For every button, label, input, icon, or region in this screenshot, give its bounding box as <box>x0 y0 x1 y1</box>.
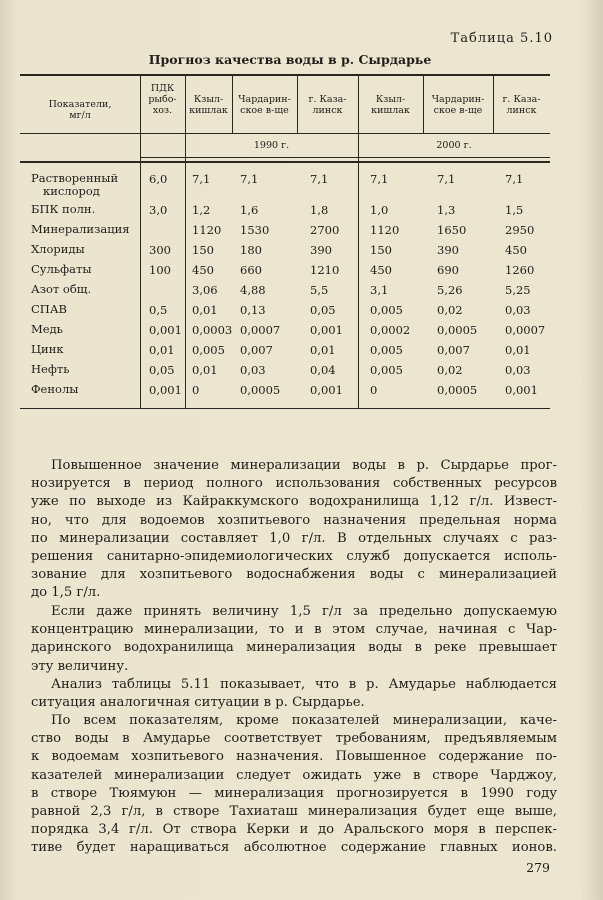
table-cell: 180 <box>240 243 262 257</box>
table-cell: 0,0005 <box>437 323 478 337</box>
row-label: Хлориды <box>31 242 85 256</box>
table-cell: 450 <box>370 263 392 277</box>
row-label: Минерализация <box>31 222 130 236</box>
table-number: Таблица 5.10 <box>450 31 553 46</box>
table-cell: 690 <box>437 263 459 277</box>
col-divider <box>140 75 141 408</box>
col-divider <box>358 75 359 408</box>
table-cell: 0,005 <box>370 363 403 377</box>
table-cell: 7,1 <box>505 172 524 186</box>
table-cell: 0,13 <box>240 303 266 317</box>
table-cell: 2950 <box>505 223 535 237</box>
paragraph-2: Если даже принять величину 1,5 г/л за предельно допускаемую концентрацию минерализации, то и в этом случае, начиная с Чар- даринского водохранилища минерализация воды в реке превышает эту величину. <box>31 604 557 674</box>
table-cell: 0,02 <box>437 363 463 377</box>
header-rule <box>20 133 550 134</box>
table-cell: 1,0 <box>370 203 389 217</box>
table-cell: 450 <box>505 243 527 257</box>
table-cell: 5,25 <box>505 283 531 297</box>
table-cell: 450 <box>192 263 214 277</box>
header-kazalinsk-2000: г. Каза- линск <box>502 94 541 116</box>
table-cell: 2700 <box>310 223 340 237</box>
table-cell: 1210 <box>310 263 340 277</box>
table-cell: 1,6 <box>240 203 259 217</box>
table-cell: 0,03 <box>505 303 531 317</box>
table-cell: 3,0 <box>149 203 168 217</box>
row-label: Фенолы <box>31 382 79 396</box>
table-cell: 0,01 <box>192 363 218 377</box>
table-cell: 3,1 <box>370 283 389 297</box>
table-cell: 1,2 <box>192 203 211 217</box>
table-cell: 0,02 <box>437 303 463 317</box>
row-label: БПК полн. <box>31 202 96 216</box>
table-cell: 0,001 <box>149 383 182 397</box>
header-kyzylkishlak-1990: Кзыл- кишлак <box>189 94 228 116</box>
table-cell: 7,1 <box>310 172 329 186</box>
row-label: Нефть <box>31 362 70 376</box>
paragraph-4: По всем показателям, кроме показателей минерализации, каче- ство воды в Амударье соответствует требованиям, предъявляемым к водоемам хозпитьевого назначения. Повышенное содержание по- казателей минерализации следует ожидать уже в створе Чарджоу, в створе Тюямуюн — минерализация прогнозируется в 1990 году равной 2,3 г/л, в створе Тахиаташ минерализация будет еще выше, порядка 3,4 г/л. От створа Керки и до Аральского моря в перспек- тиве будет наращиваться абсолютное содержание главных ионов. <box>31 713 557 856</box>
table-cell: 0,007 <box>437 343 470 357</box>
table-cell: 7,1 <box>370 172 389 186</box>
row-label: Сульфаты <box>31 262 92 276</box>
table-cell: 0,001 <box>310 383 343 397</box>
row-label: Медь <box>31 322 63 336</box>
table-cell: 0 <box>370 383 378 397</box>
table-cell: 0,001 <box>505 383 538 397</box>
table-cell: 390 <box>437 243 459 257</box>
year-rule <box>140 157 550 158</box>
table-cell: 0,005 <box>192 343 225 357</box>
year-2000: 2000 г. <box>436 140 472 151</box>
table-cell: 0,001 <box>310 323 343 337</box>
table-cell: 0,001 <box>149 323 182 337</box>
year-1990: 1990 г. <box>253 140 290 151</box>
header-pdk: ПДК рыбо- хоз. <box>148 83 177 116</box>
table-cell: 1,5 <box>505 203 524 217</box>
table-cell: 0,05 <box>149 363 175 377</box>
header-kazalinsk-1990: г. Каза- линск <box>308 94 347 116</box>
table-cell: 0 <box>192 383 200 397</box>
table-cell: 0,01 <box>192 303 218 317</box>
table-cell: 7,1 <box>192 172 211 186</box>
table-cell: 6,0 <box>149 172 168 186</box>
table-cell: 1120 <box>370 223 400 237</box>
table-cell: 0,0003 <box>192 323 233 337</box>
table-cell: 0,005 <box>370 303 403 317</box>
table-cell: 1530 <box>240 223 270 237</box>
row-label: Азот общ. <box>31 282 92 296</box>
table-top-rule <box>20 74 550 76</box>
row-label: Цинк <box>31 342 64 356</box>
header-indicator: Показатели, мг/л <box>48 99 112 121</box>
table-cell: 0,03 <box>505 363 531 377</box>
table-cell: 0,03 <box>240 363 266 377</box>
row-label: Растворенный кислород <box>31 171 119 198</box>
col-divider <box>185 75 186 408</box>
table-cell: 5,5 <box>310 283 329 297</box>
header-kyzylkishlak-2000: Кзыл- кишлак <box>371 94 410 116</box>
table-cell: 390 <box>310 243 332 257</box>
table-cell: 0,0002 <box>370 323 411 337</box>
table-cell: 0,0007 <box>505 323 546 337</box>
table-cell: 100 <box>149 263 171 277</box>
table-cell: 3,06 <box>192 283 218 297</box>
table-cell: 1650 <box>437 223 467 237</box>
table-cell: 1120 <box>192 223 222 237</box>
table-cell: 1260 <box>505 263 535 277</box>
table-title: Прогноз качества воды в р. Сырдарье <box>148 52 432 67</box>
table-cell: 1,8 <box>310 203 329 217</box>
table-cell: 0,05 <box>310 303 336 317</box>
table-cell: 4,88 <box>240 283 266 297</box>
row-label: СПАВ <box>31 302 67 316</box>
table-cell: 0,5 <box>149 303 168 317</box>
header-chardara-2000: Чардарин- ское в-ще <box>431 94 485 116</box>
table-cell: 150 <box>370 243 392 257</box>
table-cell: 300 <box>149 243 171 257</box>
table-cell: 0,0007 <box>240 323 281 337</box>
paragraph-1: Повышенное значение минерализации воды в р. Сырдарье прог- нозируется в период полного использования собственных ресурсов уже по выходе из Кайраккумского водохранилища 1,12 г/л. Извест- но, что для водоемов хозпитьевого назначения предельная норма по минерализации составляет 1,0 г/л. В отдельных случаях с раз- решения санитарно-эпидемиологических служб допускается исполь- зование для хозпитьевого водоснабжения воды с минерализацией до 1,5 г/л. <box>31 458 557 601</box>
table-cell: 0,01 <box>505 343 531 357</box>
table-cell: 0,0005 <box>240 383 281 397</box>
table-cell: 0,007 <box>240 343 273 357</box>
table-cell: 0,0005 <box>437 383 478 397</box>
table-bottom-rule <box>20 408 550 409</box>
table-cell: 7,1 <box>240 172 259 186</box>
table-cell: 0,01 <box>149 343 175 357</box>
header-chardara-1990: Чардарин- ское в-ще <box>238 94 291 116</box>
table-cell: 0,01 <box>310 343 336 357</box>
table-cell: 1,3 <box>437 203 456 217</box>
paragraph-3: Анализ таблицы 5.11 показывает, что в р. Амударье наблюдается ситуация аналогичная ситуации в р. Сырдарье. <box>31 677 557 711</box>
table-cell: 660 <box>240 263 262 277</box>
table-cell: 150 <box>192 243 214 257</box>
table-cell: 7,1 <box>437 172 456 186</box>
table-cell: 0,04 <box>310 363 336 377</box>
header-bottom-rule <box>20 161 550 163</box>
table-cell: 5,26 <box>437 283 463 297</box>
table-cell: 0,005 <box>370 343 403 357</box>
page-number: 279 <box>526 860 550 875</box>
